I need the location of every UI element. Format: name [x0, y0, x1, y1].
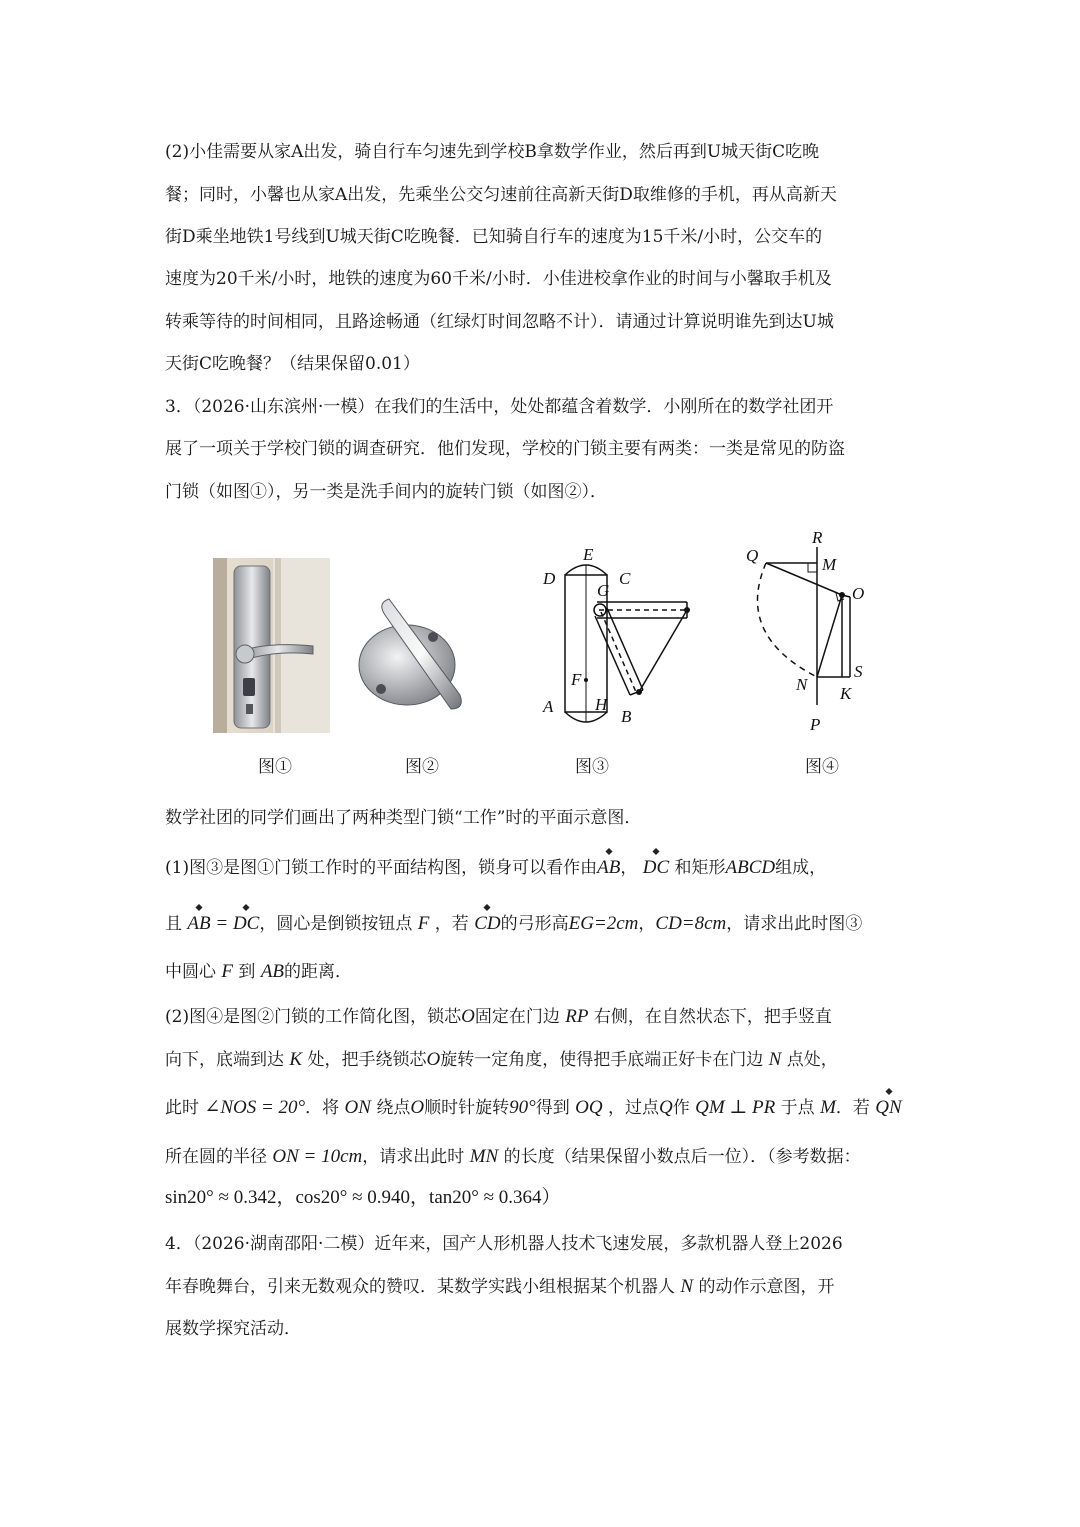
text: 处，把手绕锁芯: [307, 1050, 427, 1070]
caption-figure-4: 图④: [805, 757, 839, 777]
math-rp: RP: [565, 1006, 589, 1027]
text: 旋转一定角度，使得把手底端正好卡在门边: [440, 1050, 764, 1070]
label-M: M: [822, 555, 837, 574]
text: (2)图④是图②门锁的工作简化图，锁芯: [165, 1007, 462, 1027]
text: 的动作示意图，开: [698, 1277, 835, 1297]
text-line: 天街C吃晚餐？（结果保留0.01）: [165, 354, 420, 374]
math-on: ON: [344, 1097, 371, 1118]
text-line: [165, 856, 826, 880]
math-n: N: [768, 1049, 782, 1070]
text-line: (2)小佳需要从家A出发，骑自行车匀速先到学校B拿数学作业，然后再到U城天街C吃晚: [165, 142, 820, 162]
text-line: 3．（2026·山东滨州·一模）在我们的生活中，处处都蕴含着数学．小刚所在的数学社团开: [165, 397, 834, 417]
text-line: 门锁（如图①），另一类是洗手间内的旋转门锁（如图②）．: [165, 482, 607, 502]
label-K: K: [840, 684, 852, 703]
figure-1-door-handle-photo: [213, 558, 330, 733]
text-line: [165, 960, 352, 984]
text: 的距离．: [284, 962, 353, 982]
label-H: H: [595, 695, 608, 714]
label-A: A: [543, 697, 554, 716]
text: 得到: [535, 1098, 570, 1118]
figure-3-lock-structure-diagram: [535, 540, 700, 735]
arc-dc: DC: [642, 857, 670, 878]
text: ．将: [305, 1098, 340, 1118]
label-N: N: [796, 675, 808, 694]
text: 和矩形: [674, 858, 726, 878]
math-o: O: [426, 1049, 441, 1070]
text: 的长度（结果保留小数点后一位）．（参考数据：: [503, 1147, 861, 1167]
label-B: B: [621, 707, 632, 726]
arc-qn: QN: [875, 1097, 902, 1118]
label-G: G: [597, 581, 610, 600]
text-line: [165, 1275, 835, 1299]
text: ，请求出此时: [362, 1147, 465, 1167]
label-E: E: [583, 545, 594, 564]
arc-ab: AB: [187, 913, 211, 934]
math-cd: CD=8cm: [655, 913, 727, 934]
math-n: N: [680, 1276, 694, 1297]
text-line: [165, 1048, 838, 1072]
text: 到: [238, 962, 256, 982]
label-D: D: [543, 569, 556, 588]
caption-figure-2: 图②: [405, 757, 439, 777]
text: 此时: [165, 1098, 199, 1118]
math-on-10: ON = 10cm: [272, 1146, 363, 1167]
arc-ab: AB: [597, 857, 621, 878]
text: 作: [672, 1098, 690, 1118]
text: 中圆心: [165, 962, 216, 982]
label-F: F: [571, 670, 582, 689]
math-f: F: [221, 961, 234, 982]
math-abcd: ABCD: [725, 857, 776, 878]
text-line: [165, 912, 862, 936]
text: ，若: [434, 914, 469, 934]
text: ，圆心是倒锁按钮点: [259, 914, 413, 934]
text: ，: [620, 858, 638, 878]
label-Q: Q: [746, 546, 759, 565]
math-equals: =: [210, 913, 233, 934]
text-line: 4．（2026·湖南邵阳·二模）近年来，国产人形机器人技术飞速发展，多款机器人登上2026: [165, 1234, 843, 1254]
text: 向下，底端到达: [165, 1050, 284, 1070]
text: 组成，: [775, 858, 827, 878]
math-o: O: [461, 1006, 475, 1027]
math-f: F: [417, 913, 430, 934]
reference-data: sin20° ≈ 0.342，cos20° ≈ 0.940，tan20° ≈ 0.364）: [165, 1187, 561, 1208]
text-line: [165, 1005, 832, 1029]
label-S: S: [854, 662, 863, 681]
text: 点处，: [786, 1050, 838, 1070]
caption-figure-3: 图③: [575, 757, 609, 777]
text: ．若: [835, 1098, 870, 1118]
caption-figure-1: 图①: [258, 757, 292, 777]
text: 绕点: [376, 1098, 411, 1118]
text: 的弓形高: [500, 914, 569, 934]
text: (1)图③是图①门锁工作时的平面结构图，锁身可以看作由: [165, 858, 598, 878]
figure-2-rotary-lock-photo: [355, 585, 475, 725]
text-line: 转乘等待的时间相同，且路途畅通（红绿灯时间忽略不计）．请通过计算说明谁先到达U城: [165, 312, 834, 332]
text: 年春晚舞台，引来无数观众的赞叹．某数学实践小组根据某个机器人: [165, 1277, 675, 1297]
text: ，请求出此时图③: [726, 914, 863, 934]
text-line: 街D乘坐地铁1号线到U城天街C吃晚餐．已知骑自行车的速度为15千米/小时，公交车的: [165, 227, 823, 247]
label-O: O: [852, 584, 865, 603]
math-k: K: [289, 1049, 303, 1070]
math-q: Q: [658, 1097, 673, 1118]
figure-4-rotary-lock-diagram: [740, 525, 880, 740]
arc-cd: CD: [474, 913, 501, 934]
label-C: C: [619, 569, 631, 588]
math-ab: AB: [260, 961, 285, 982]
math-perp: QM ⊥ PR: [695, 1097, 776, 1118]
math-eg: EG=2cm: [568, 913, 639, 934]
math-angle: ∠NOS = 20°: [204, 1097, 306, 1118]
math-o: O: [410, 1097, 425, 1118]
text-line: 展数学探究活动．: [165, 1319, 301, 1339]
text-line: 数学社团的同学们画出了两种类型门锁“工作”时的平面示意图．: [165, 808, 642, 828]
text-line: 餐；同时，小馨也从家A出发，先乘坐公交匀速前往高新天街D取维修的手机，再从高新天: [165, 185, 837, 205]
text-line: 速度为20千米/小时，地铁的速度为60千米/小时．小佳进校拿作业的时间与小馨取手机及: [165, 269, 832, 289]
text-line: 展了一项关于学校门锁的调查研究．他们发现，学校的门锁主要有两类：一类是常见的防盗: [165, 439, 845, 459]
math-m: M: [820, 1097, 836, 1118]
text-line: [165, 1096, 902, 1120]
text: ，: [638, 914, 656, 934]
text: 且: [165, 914, 182, 934]
label-P: P: [810, 715, 821, 734]
arc-dc: DC: [232, 913, 260, 934]
math-oq: OQ: [575, 1097, 603, 1118]
text: 所在圆的半径: [165, 1147, 267, 1167]
text: 顺时针旋转: [424, 1098, 510, 1118]
text: 右侧，在自然状态下，把手竖直: [593, 1007, 832, 1027]
text: 固定在门边: [474, 1007, 560, 1027]
text-line: [165, 1145, 861, 1169]
text: ，过点: [607, 1098, 659, 1118]
label-R: R: [812, 528, 823, 547]
math-deg: 90°: [509, 1097, 536, 1118]
math-mn: MN: [469, 1146, 499, 1167]
text: 于点: [780, 1098, 815, 1118]
